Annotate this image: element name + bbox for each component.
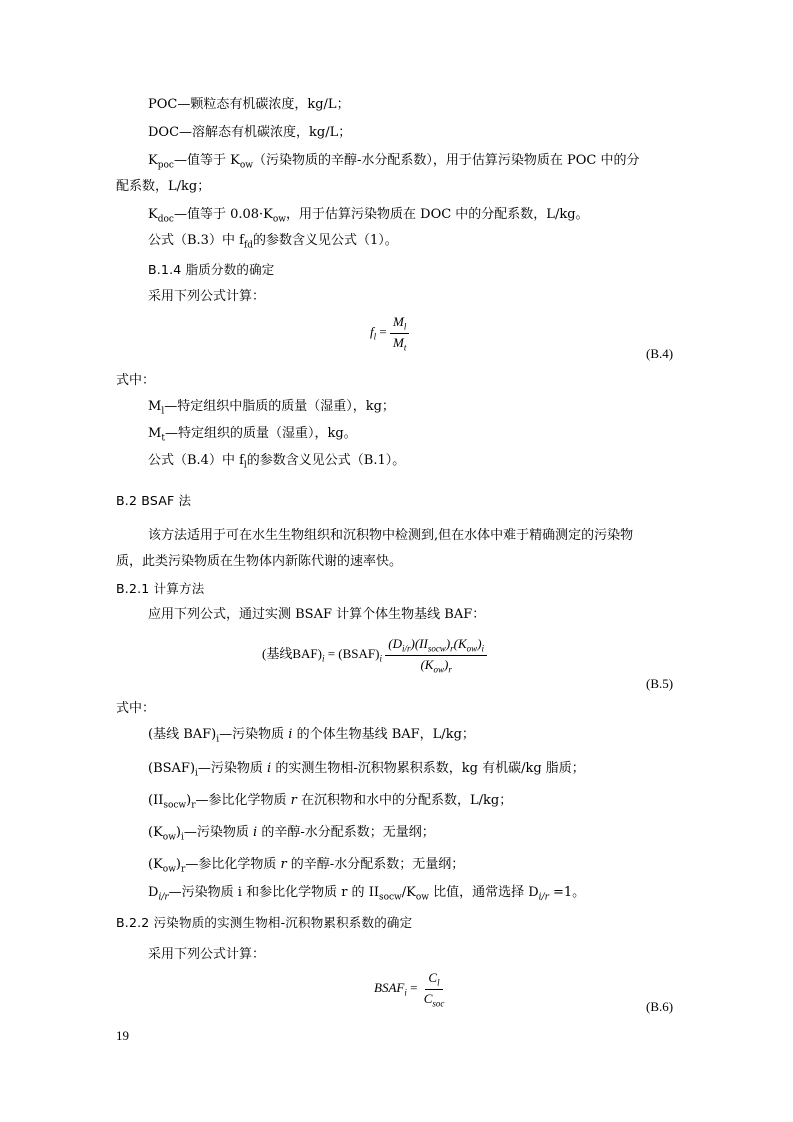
eq-b5-bsaf-text: = (BSAF) <box>327 646 380 662</box>
equation-b5 <box>262 636 487 674</box>
def-kdoc-subscript: doc <box>157 214 174 225</box>
def-kpoc-subscript: poc <box>157 160 174 171</box>
def-dir-end: =1。 <box>548 885 586 900</box>
eq-b4-num-subscript: l <box>403 321 407 332</box>
def-baseline-baf-mid: —污染物质 <box>219 727 289 742</box>
ref-b4-pre: 公式（B.4）中 f <box>148 453 244 468</box>
equation-b6: $BSAF_i$ = $\frac{C_l}{C_{soc}}$ <box>374 970 447 1008</box>
eq-b6-num-symbol: C <box>428 970 438 985</box>
def-kow-r-subscript: ow <box>162 864 176 875</box>
def-kdoc-text: ，用于估算污染物质在 DOC 中的分配系数，L/kg。 <box>286 207 589 222</box>
eq-b5-num-i-subscript: i <box>481 643 485 654</box>
eq-b5-num-ii: )(II <box>410 636 428 651</box>
shizhong-1: 式中： <box>116 373 156 388</box>
eq-b4-num-symbol: M <box>392 314 404 329</box>
def-iisocw-text: 在沉积物和水中的分配系数，L/kg； <box>296 793 513 808</box>
def-iisocw-r-subscript: r <box>191 800 196 811</box>
ref-b3-post: 的参数含义见公式（1）。 <box>253 233 398 248</box>
def-iisocw-subscript: socw <box>163 800 187 811</box>
eq-b5-bsaf <box>327 646 382 664</box>
def-baseline-baf <box>148 726 475 749</box>
def-kow-i <box>148 824 435 847</box>
def-kow-i-text: 的辛醇-水分配系数；无量纲； <box>257 825 435 840</box>
para-b2-line1: 该方法适用于可在水生生物组织和沉积物中检测到,但在水体中难于精确测定的污染物 <box>148 528 634 543</box>
eq-b5-number: (B.5) <box>646 676 674 691</box>
def-ml-symbol: M <box>148 399 162 414</box>
eq-b5-bsaf-subscript: i <box>379 653 382 664</box>
def-kow-r-symbol: (K <box>148 857 163 872</box>
eq-b6-lhs: BSAF <box>374 980 405 996</box>
eq-b5-den-r-subscript: r <box>448 664 452 675</box>
def-bsaf-text: 的实测生物相-沉积物累积系数，kg 有机碳/kg 脂质； <box>271 761 585 776</box>
def-iisocw-close: ) <box>186 793 192 808</box>
eq-b5-denominator <box>417 656 454 675</box>
eq-b5-den-k: (K <box>420 656 434 672</box>
def-dir-symbol: D <box>148 885 159 900</box>
eq-b5-num-socw-subscript: socw <box>427 643 446 654</box>
def-ml-text: —特定组织中脂质的质量（湿重），kg； <box>164 399 395 414</box>
eq-b5-num-close: ) <box>445 636 451 651</box>
eq-b6-numerator <box>425 970 442 990</box>
eq-b5-num-ow-subscript: ow <box>466 643 478 654</box>
def-mt-symbol: M <box>148 426 162 441</box>
def-dir-ow-subscript: ow <box>415 892 429 903</box>
eq-b4-denominator <box>390 334 409 353</box>
def-kow-i-subscript: ow <box>162 832 176 843</box>
def-kpoc-cont <box>116 178 210 196</box>
def-dir <box>148 884 585 907</box>
def-kpoc-mid: —值等于 K <box>173 153 240 168</box>
def-poc-text: POC—颗粒态有机碳浓度，kg/L； <box>148 97 350 112</box>
eq-b5-num-k: (K <box>453 636 467 651</box>
def-kpoc-symbol: K <box>148 153 158 168</box>
heading-b22: B.2.2 污染物质的实测生物相-沉积物累积系数的确定 <box>116 915 413 930</box>
def-kow-r-close: ) <box>175 857 181 872</box>
eq-b4-number: (B.4) <box>646 346 674 361</box>
eq-b6-den-subscript: soc <box>432 998 445 1009</box>
ref-b3-pre: 公式（B.3）中 f <box>148 233 244 248</box>
ref-b3 <box>148 232 398 255</box>
def-bsaf-subscript: i <box>195 768 198 779</box>
def-kdoc-mid: —值等于 0.08·K <box>173 207 273 222</box>
def-kow-r-mid: —参比化学物质 <box>185 857 281 872</box>
def-kow-i-var: i <box>253 825 258 840</box>
def-mt-text: —特定组织的质量（湿重），kg。 <box>164 426 357 441</box>
eq-b4-lhs: f <box>370 324 374 340</box>
eq-b5-den-ow-subscript: ow <box>433 664 444 675</box>
def-kow-r-var: r <box>280 857 287 872</box>
eq-b5-num-d-subscript: i/r <box>401 643 411 654</box>
def-kpoc-ow-subscript: ow <box>239 160 253 171</box>
eq-b4-den-subscript: t <box>403 342 407 353</box>
def-dir-mid2: /K <box>401 885 416 900</box>
eq-b5-den-close: ) <box>443 656 449 672</box>
eq-b4-numerator <box>390 314 409 334</box>
def-iisocw-mid: —参比化学物质 <box>195 793 291 808</box>
eq-b6-fraction <box>421 970 448 1008</box>
def-iisocw-var: r <box>290 793 297 808</box>
def-bsaf-mid: —污染物质 <box>197 761 268 776</box>
def-bsaf <box>148 760 585 783</box>
ref-b4-subscript: l <box>243 460 247 471</box>
eq-b4-den-symbol: M <box>392 334 404 350</box>
def-doc <box>148 124 351 142</box>
ref-b3-subscript: fd <box>243 240 253 251</box>
def-kow-r <box>148 856 464 879</box>
def-poc <box>148 96 350 114</box>
eq-b5-numerator <box>385 636 487 656</box>
eq-b6-den-symbol: C <box>423 990 433 1006</box>
eq-b6-num-subscript: l <box>437 977 440 988</box>
para-b2-line2: 质，此类污染物质在生物体内新陈代谢的速率快。 <box>116 554 403 569</box>
heading-b2: B.2 BSAF 法 <box>116 493 192 508</box>
eq-b5-lhs-text: (基线BAF) <box>262 646 322 662</box>
intro-b6: 采用下列公式计算： <box>148 947 266 962</box>
eq-b5-lhs <box>262 646 325 664</box>
def-kow-r-text: 的辛醇-水分配系数；无量纲； <box>286 857 465 872</box>
def-dir-socw-subscript: socw <box>378 892 402 903</box>
def-dir-text: 比值，通常选择 D <box>428 885 539 900</box>
shizhong-2: 式中： <box>116 701 156 716</box>
heading-b21: B.2.1 计算方法 <box>116 581 205 596</box>
def-bsaf-symbol: (BSAF) <box>148 761 196 776</box>
eq-b5-lhs-subscript: i <box>321 653 325 664</box>
def-ml-subscript: l <box>161 406 165 417</box>
def-kpoc <box>148 152 639 175</box>
eq-b6-denominator <box>421 990 448 1009</box>
def-baseline-baf-text: 的个体生物基线 BAF，L/kg； <box>292 727 475 742</box>
def-dir-subscript2: i/r <box>538 892 549 903</box>
def-kow-i-symbol: (K <box>148 825 163 840</box>
page-number: 19 <box>116 1028 129 1043</box>
def-bsaf-var: i <box>267 761 272 776</box>
eq-b6-number: (B.6) <box>646 999 674 1014</box>
def-dir-subscript: i/r <box>158 892 169 903</box>
def-kdoc-symbol: K <box>148 207 158 222</box>
def-mt-subscript: t <box>161 433 165 444</box>
eq-b4-lhs-subscript: l <box>373 331 377 342</box>
def-kpoc-text: （污染物质的辛醇-水分配系数），用于估算污染物质在 POC 中的分 <box>252 153 640 168</box>
def-dir-mid: —污染物质 i 和参比化学物质 r 的 II <box>168 885 379 900</box>
def-kdoc-ow-subscript: ow <box>272 214 287 225</box>
def-mt <box>148 425 357 448</box>
def-kow-i-mid: —污染物质 <box>183 825 254 840</box>
ref-b4 <box>148 452 405 475</box>
def-kow-r-r-subscript: r <box>181 864 186 875</box>
eq-b5-num-d: (D <box>388 636 402 651</box>
def-iisocw-symbol: (II <box>148 793 164 808</box>
def-kpoc-cont-text: 配系数，L/kg； <box>116 179 211 194</box>
def-baseline-baf-var: i <box>288 727 293 742</box>
def-kow-i-i-subscript: i <box>181 832 184 843</box>
eq-b6-lhs-subscript: i <box>404 987 407 998</box>
def-doc-text: DOC—溶解态有机碳浓度，kg/L； <box>148 125 352 140</box>
intro-b4: 采用下列公式计算： <box>148 289 266 304</box>
def-ml <box>148 398 395 421</box>
eq-b5-num-r-subscript: r <box>450 643 454 654</box>
def-iisocw <box>148 792 512 815</box>
equation-b4: $f_l$ = $\frac{M_l}{M_t}$ <box>370 314 409 352</box>
def-baseline-baf-subscript: i <box>216 734 220 745</box>
def-kdoc <box>148 206 589 229</box>
def-kow-i-close: ) <box>175 825 181 840</box>
eq-b5-fraction <box>385 636 487 674</box>
def-baseline-baf-symbol: (基线 BAF) <box>148 727 217 742</box>
heading-b14: B.1.4 脂质分数的确定 <box>148 262 275 277</box>
intro-b5: 应用下列公式，通过实测 BSAF 计算个体生物基线 BAF： <box>148 607 486 622</box>
ref-b4-post: 的参数含义见公式（B.1）。 <box>246 453 406 468</box>
eq-b5-num-close2: ) <box>477 636 482 651</box>
eq-b4-fraction <box>390 314 409 352</box>
